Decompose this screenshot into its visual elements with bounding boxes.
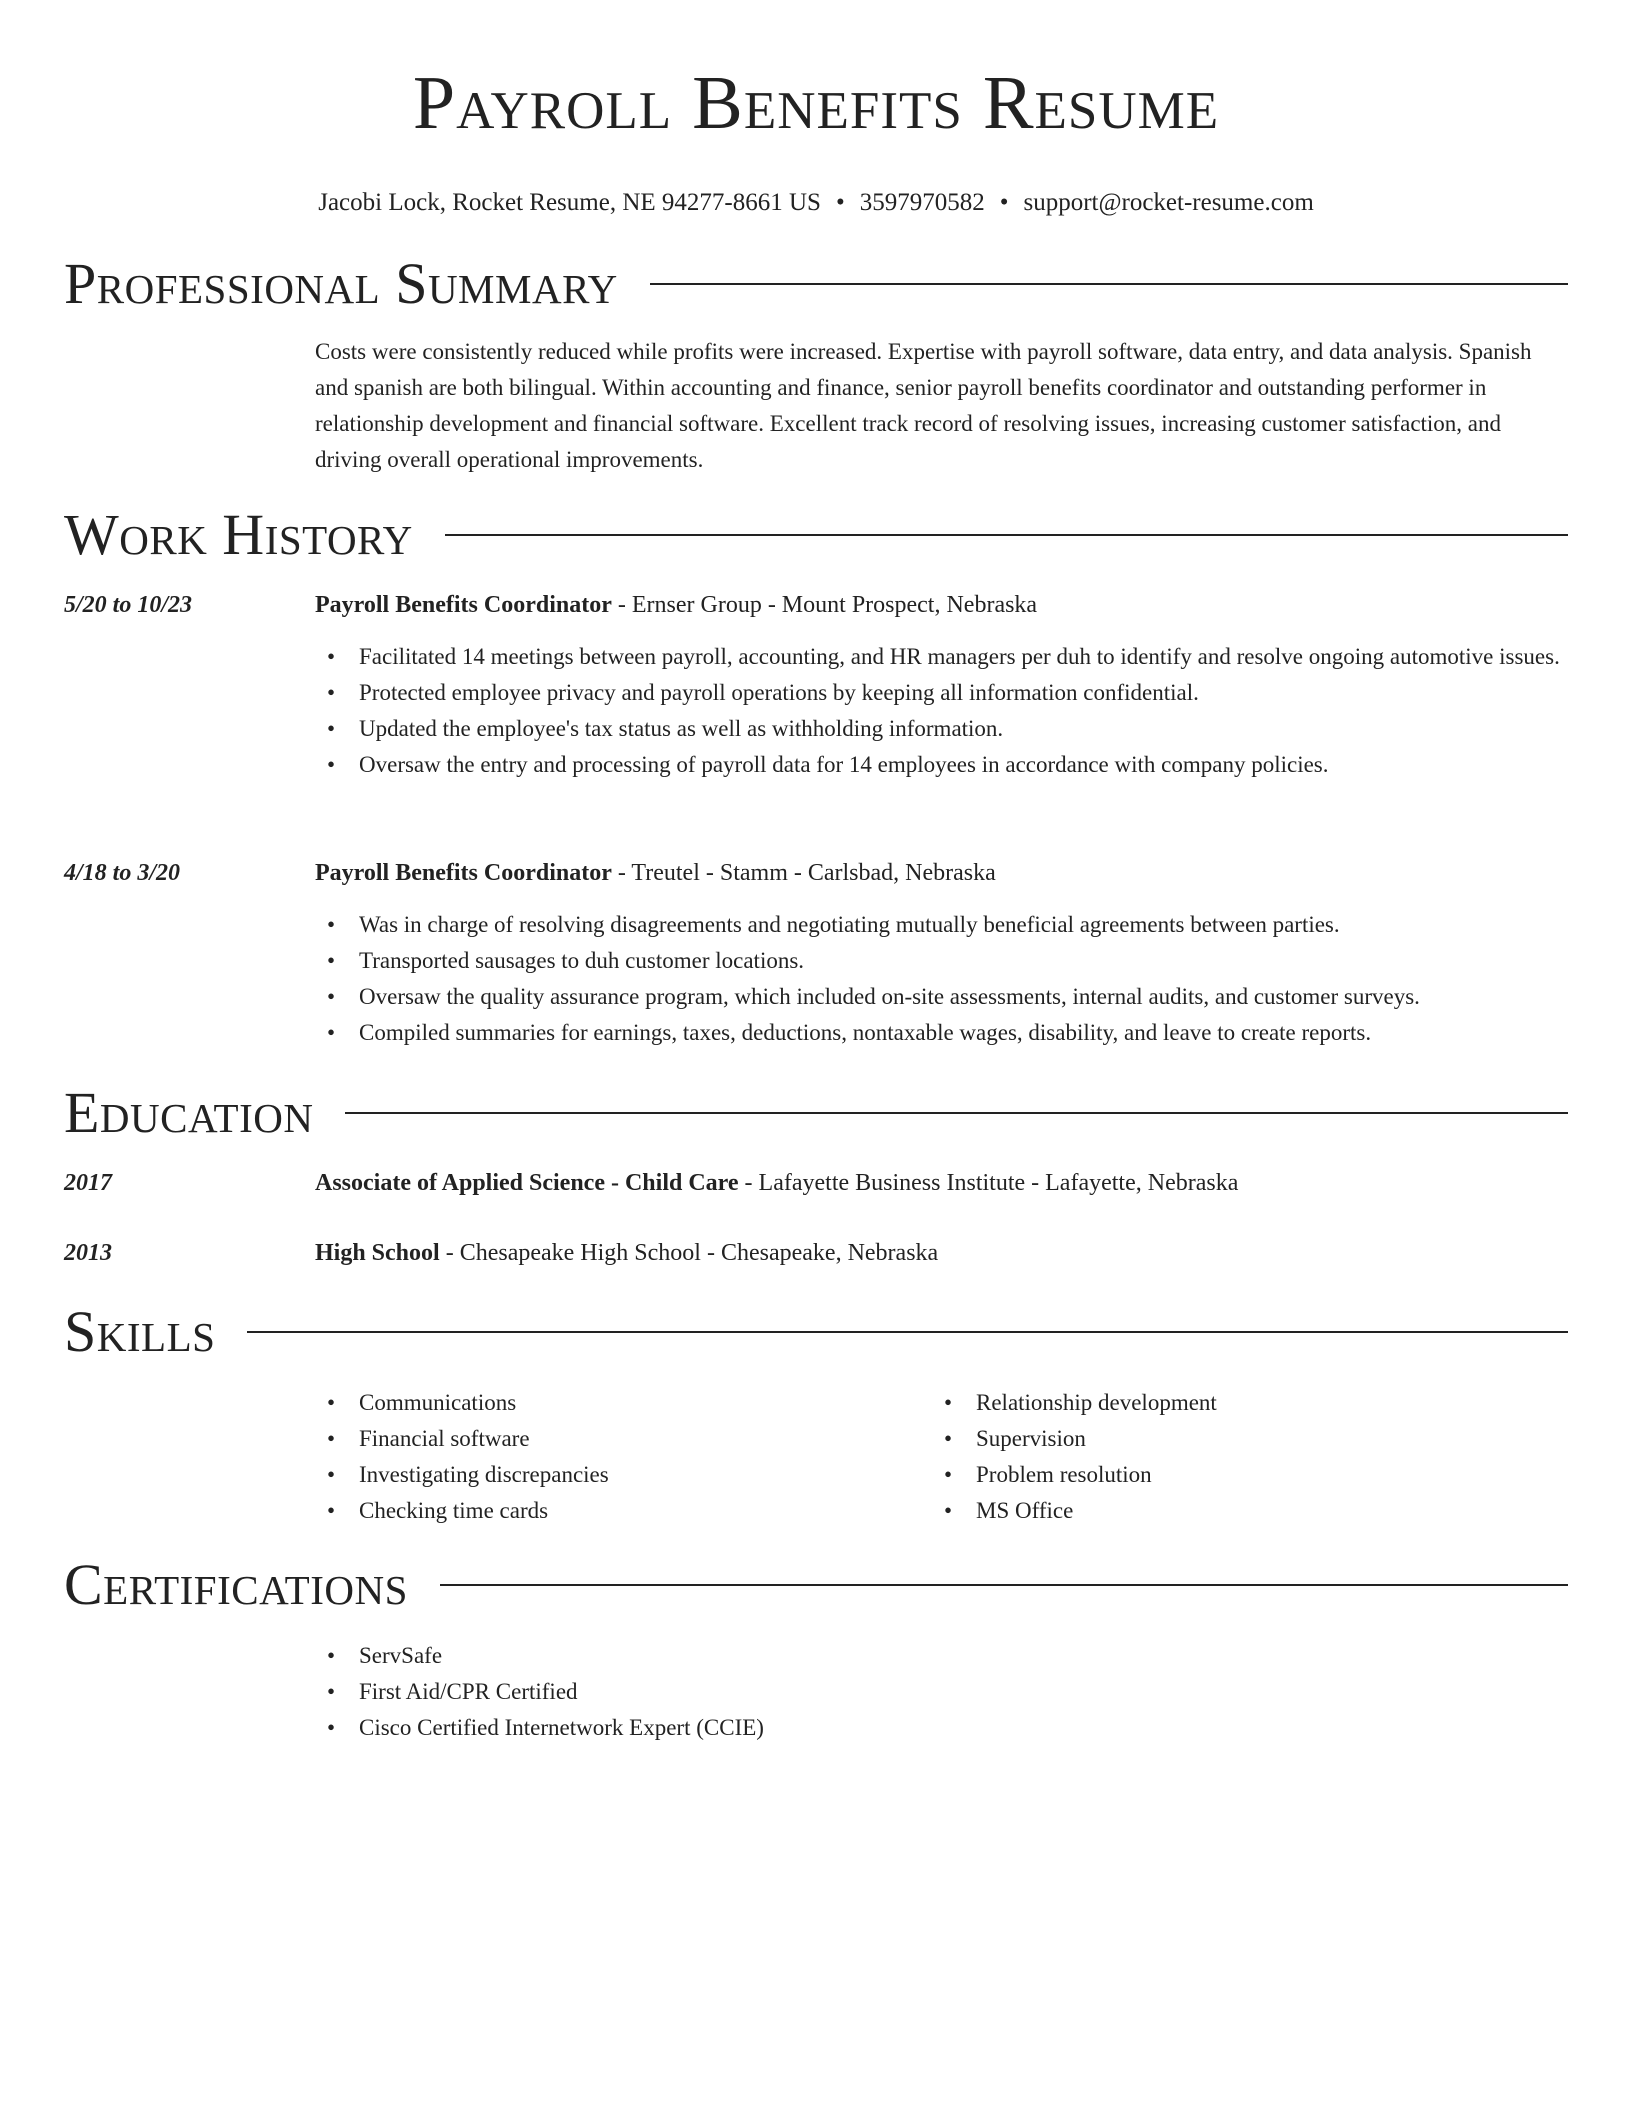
skills-grid (315, 1385, 1568, 1529)
skill-item: • Investigating discrepancies (315, 1457, 932, 1493)
work-heading: Work History (64, 502, 413, 567)
resume-title: Payroll Benefits Resume (412, 61, 1220, 145)
job-header (315, 587, 1568, 623)
certification-item: • Cisco Certified Internetwork Expert (CCIE) (315, 1710, 1568, 1746)
job-bullets (315, 907, 1568, 1051)
certifications-heading: Certifications (64, 1552, 408, 1617)
job-bullet: • Facilitated 14 meetings between payroll, accounting, and HR managers per duh to identify and resolve ongoing automotive issues. (315, 639, 1568, 675)
job-bullet: • Oversaw the quality assurance program, which included on-site assessments, internal audits, and customer surveys. (315, 979, 1568, 1015)
section-divider (440, 1584, 1568, 1586)
section-divider (445, 534, 1568, 536)
education-header (315, 1235, 1568, 1271)
contact-separator: • (835, 189, 845, 216)
skill-item: • Supervision (932, 1421, 1549, 1457)
contact-email: support@rocket-resume.com (1023, 189, 1314, 216)
job-dates: 5/20 to 10/23 (64, 592, 193, 618)
education-degree: High School (315, 1240, 440, 1266)
certification-item: • First Aid/CPR Certified (315, 1674, 1568, 1710)
contact-address: Jacobi Lock, Rocket Resume, NE 94277-8661 US (318, 189, 821, 216)
job-bullet: • Updated the employee's tax status as well as withholding information. (315, 711, 1568, 747)
work-section-header (64, 503, 1568, 567)
education-details: - Chesapeake High School - Chesapeake, Nebraska (439, 1240, 939, 1266)
resume-page (64, 0, 1568, 1740)
job-bullet: • Was in charge of resolving disagreements and negotiating mutually beneficial agreements between parties. (315, 907, 1568, 943)
job-details: - Treutel - Stamm - Carlsbad, Nebraska (611, 860, 996, 886)
contact-separator: • (999, 189, 1009, 216)
job-bullet: • Compiled summaries for earnings, taxes, deductions, nontaxable wages, disability, and leave to create reports. (315, 1015, 1568, 1051)
certification-item: • ServSafe (315, 1638, 1568, 1674)
skills-section-header (64, 1300, 1568, 1364)
section-divider (247, 1331, 1568, 1333)
education-degree: Associate of Applied Science - Child Care (315, 1170, 739, 1196)
skills-heading: Skills (64, 1299, 216, 1364)
education-year: 2017 (64, 1170, 112, 1196)
education-section-header (64, 1081, 1568, 1145)
skills-left-column (315, 1385, 932, 1529)
summary-text: Costs were consistently reduced while profits were increased. Expertise with payroll software, data entry, and data analysis. Spanish and spanish are both bilingual. Within accounting and finance, senior payroll benefits coordinator and outstanding performer in relationship development and financial software. Excellent track record of resolving issues, increasing customer satisfaction, and driving overall operational improvements. (315, 339, 1532, 472)
skill-item: • MS Office (932, 1493, 1549, 1529)
section-divider (345, 1112, 1568, 1114)
education-details: - Lafayette Business Institute - Lafayette, Nebraska (738, 1170, 1239, 1196)
certifications-list (315, 1638, 1568, 1746)
job-details: - Ernser Group - Mount Prospect, Nebraska (611, 592, 1038, 618)
summary-section-header (64, 252, 1568, 316)
section-divider (650, 283, 1568, 285)
contact-phone: 3597970582 (859, 189, 985, 216)
job-header (315, 855, 1568, 891)
summary-heading: Professional Summary (64, 251, 618, 316)
skill-item: • Financial software (315, 1421, 932, 1457)
job-bullet: • Protected employee privacy and payroll operations by keeping all information confidential. (315, 675, 1568, 711)
skill-item: • Communications (315, 1385, 932, 1421)
certifications-section-header (64, 1553, 1568, 1617)
job-bullet: • Oversaw the entry and processing of payroll data for 14 employees in accordance with company policies. (315, 747, 1568, 783)
skill-item: • Checking time cards (315, 1493, 932, 1529)
skills-right-column (932, 1385, 1549, 1529)
skill-item: • Relationship development (932, 1385, 1549, 1421)
job-bullets (315, 639, 1568, 783)
education-heading: Education (64, 1080, 314, 1145)
job-bullet: • Transported sausages to duh customer locations. (315, 943, 1568, 979)
job-title: Payroll Benefits Coordinator (315, 860, 612, 886)
skill-item: • Problem resolution (932, 1457, 1549, 1493)
contact-line (64, 188, 1568, 218)
education-header (315, 1165, 1568, 1201)
job-title: Payroll Benefits Coordinator (315, 592, 612, 618)
education-year: 2013 (64, 1240, 112, 1266)
job-dates: 4/18 to 3/20 (64, 860, 181, 886)
